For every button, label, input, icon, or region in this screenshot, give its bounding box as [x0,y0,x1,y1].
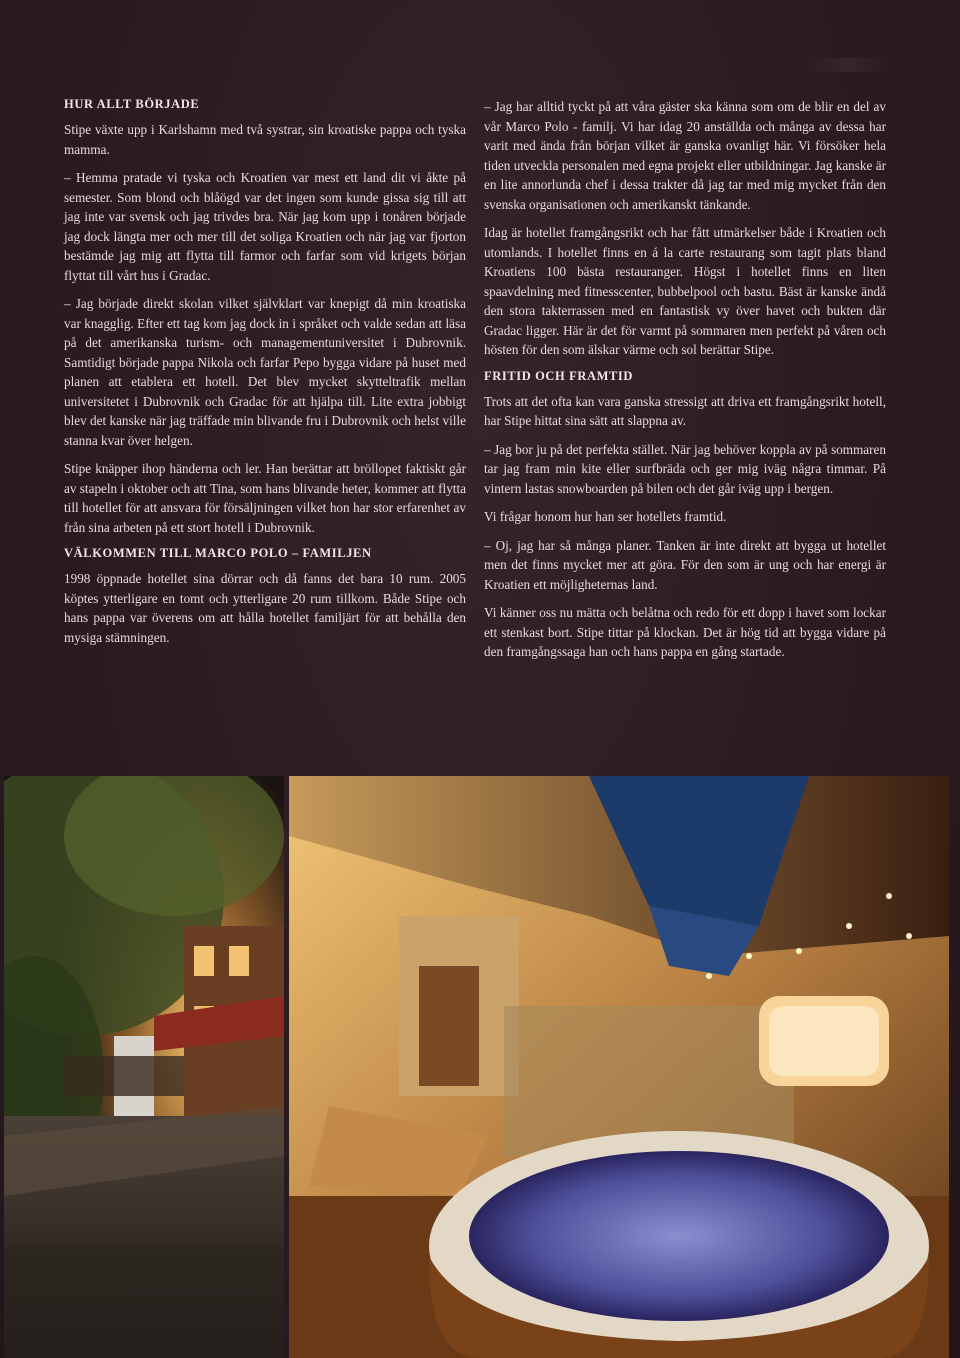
paragraph: Stipe knäpper ihop händerna och ler. Han berättar att bröllopet faktiskt går av stapeln i oktober och att Tina, som hans blivande heter, kommer att flytta till hotellet för att ansvara för försäljningen vilket hon har stor erfarenhet av från sina arbeten på ett stort hotell i Dubrovnik. [64,461,466,535]
section-heading: HUR ALLT BÖRJADE [64,97,200,111]
paragraph: Vi frågar honom hur han ser hotellets framtid. [484,509,727,524]
section-heading: VÄLKOMMEN TILL MARCO POLO – FAMILJEN [64,546,372,560]
terrace-photo [4,776,284,1358]
paragraph: – Oj, jag har så många planer. Tanken är inte direkt att bygga ut hotellet men det finns mycket mer att göra. För den som är ung och har energi är Kroatien ett möjligheternas land. [484,537,886,592]
right-text-column [484,97,886,671]
paragraph: Stipe växte upp i Karlshamn med två systrar, sin kroatiske pappa och tyska mamma. [64,122,466,157]
paragraph: 1998 öppnade hotellet sina dörrar och då fanns det bara 10 rum. 2005 köptes ytterligare en tomt och ytterligare 20 rum tillkom. Både Stipe och hans pappa var överens om att hålla hotellet familjärt för att behålla den mysiga stämningen. [64,571,466,645]
left-text-column [64,97,466,656]
faint-page-marker [802,58,892,72]
paragraph: Vi känner oss nu mätta och belåtna och redo för ett dopp i havet som lockar ett stenkast bort. Stipe tittar på klockan. Det är hög tid att bygga vidare på den framgångssaga han och hans pappa en gång startade. [484,605,886,659]
paragraph: – Hemma pratade vi tyska och Kroatien var mest ett land dit vi åkte på semester. Som blond och blåögd var det ingen som kunde gissa sig till att jag inte var svensk och jag trivdes bra. När jag kom upp i tonåren började jag dock längta mer och mer till det soliga Kroatien och när jag var fjorton bestämde jag mig att flytta till farmor och farfar som vid krigets början flyttat till vårt hus i Gradac. [64,170,466,283]
paragraph: – Jag började direkt skolan vilket självklart var knepigt då min kroatiska var knagglig. Efter ett tag kom jag dock in i språket och valde sedan att läsa på det amerikanska turism- och managementuniversitet i Dubrovnik. Samtidigt började pappa Nikola och farfar Pepo bygga vidare på huset med planen att etablera ett hotell. Det blev mycket skytteltrafik mellan universitetet i Dubrovnik och Gradac för att hjälpa till. Lite extra jobbigt blev det kanske när jag träffade min blivande fru i Dubrovnik och helst ville stanna kvar över helgen. [64,296,466,448]
paragraph: – Jag har alltid tyckt på att våra gäster ska känna som om de blir en del av vår Marco Polo - familj. Vi har idag 20 anställda och många av dessa har varit med ända från början vilket är ganska ovanligt här. Vi försöker hela tiden utveckla personalen med egna projekt eller utbildningar. Jag kanske är en lite annorlunda chef i dessa trakter då jag tar med mig mycket från den svenska organisationen och amerikanskt tänkande. [484,99,886,212]
section-heading: FRITID OCH FRAMTID [484,368,633,383]
paragraph: Trots att det ofta kan vara ganska stressigt att driva ett framgångsrikt hotell, har Stipe hittat sina sätt att slappna av. [484,393,886,428]
spa-pool-photo [289,776,949,1358]
paragraph: Idag är hotellet framgångsrikt och har fått utmärkelser både i Kroatien och utomlands. I hotellet finns en á la carte restaurang som tagit plats bland Kroatiens 100 bästa restauranger. Högst i hotellet finns en liten spaavdelning med fitnesscenter, bubbelpool och bastu. Bäst är kanske ändå den stora takterrassen med en fantastisk vy över havet och bukten där Gradac ligger. Här är det för varmt på sommaren men perfekt på våren och hösten för den som älskar värme och sol berättar Stipe. [484,225,886,357]
paragraph: – Jag bor ju på det perfekta stället. När jag behöver koppla av på sommaren tar jag fram min kite eller surfbräda och ger mig iväg några timmar. På vintern lastas snowboarden på bilen och det går iväg upp i bergen. [484,441,886,496]
